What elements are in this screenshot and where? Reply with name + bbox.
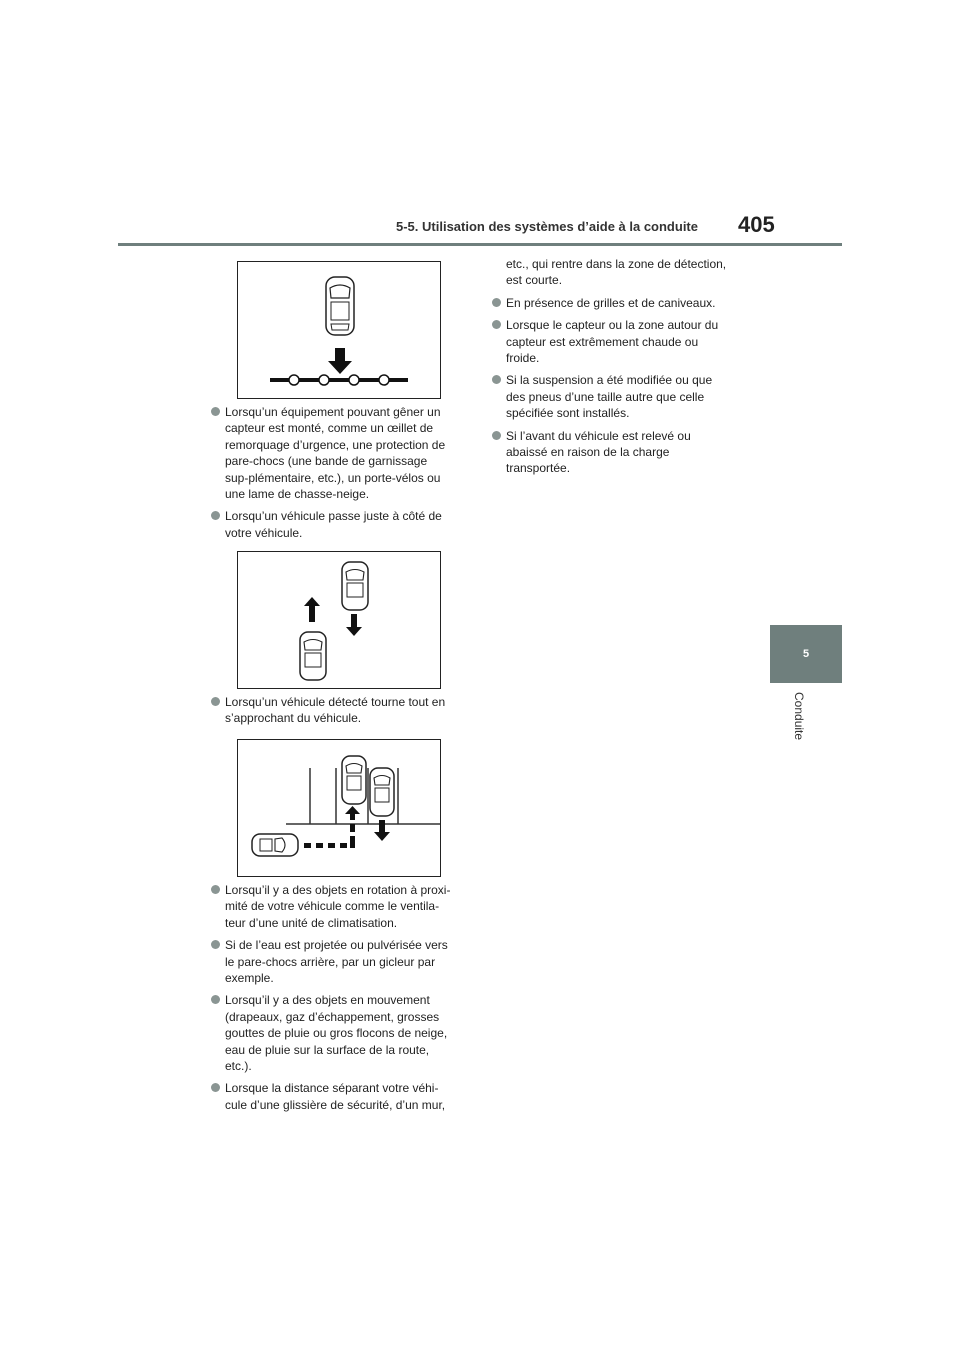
list-item-continuation: etc., qui rentre dans la zone de détection, est courte. (506, 257, 727, 288)
car-icon (342, 756, 366, 804)
arrow-down-icon (374, 820, 390, 841)
dashed-turn-path-arrow (304, 806, 360, 848)
list-item: Lorsque le capteur ou la zone autour du capteur est extrêmement chaude ou froide. (492, 317, 732, 366)
list-item: Si de l’eau est projetée ou pulvérisée vers le pare-chocs arrière, par un gicleur par exemple. (211, 937, 451, 986)
list-item: Lorsqu’il y a des objets en rotation à proxi-mité de votre véhicule comme le ventila-teur d’une unité de climatisation. (211, 882, 451, 931)
chapter-tab (770, 625, 842, 683)
chapter-label: Conduite (792, 692, 806, 741)
list-item: Si la suspension a été modifiée ou que des pneus d’une taille autre que celle spécifiée sont installés. (492, 372, 732, 421)
bullet-icon (492, 320, 501, 329)
vehicle-passing-illustration (238, 552, 440, 688)
bullet-icon (211, 885, 220, 894)
turning-vehicle-illustration (238, 740, 440, 876)
list-item: Lorsqu’il y a des objets en mouvement (drapeaux, gaz d’échappement, grosses gouttes de pluie ou gros flocons de neige, eau de pluie sur la surface de la route, etc.). (211, 992, 451, 1074)
bullet-icon (211, 995, 220, 1004)
page-number: 405 (738, 212, 775, 237)
car-icon (370, 768, 394, 816)
bullet-icon (492, 375, 501, 384)
car-icon (326, 277, 354, 335)
arrow-down-icon (328, 348, 352, 374)
chapter-number: 5 (802, 648, 810, 660)
bumper-sensor-bar (270, 375, 408, 385)
bullet-icon (211, 1083, 220, 1092)
left-column-block-a (211, 404, 451, 547)
list-item: Lorsqu’un équipement pouvant gêner un capteur est monté, comme un œillet de remorquage d’urgence, une protection de pare-chocs (une bande de garnissage sup-plémentaire, etc.), un porte-vélos ou une lame de chasse-neige. (211, 404, 451, 502)
car-approach-illustration (238, 262, 440, 398)
bullet-icon (492, 298, 501, 307)
bullet-icon (211, 940, 220, 949)
bullet-icon (211, 511, 220, 520)
arrow-down-icon (346, 614, 362, 636)
list-item: Lorsqu’un véhicule détecté tourne tout en s’approchant du véhicule. (211, 694, 451, 727)
header-rule (118, 243, 842, 246)
list-item: Lorsqu’un véhicule passe juste à côté de votre véhicule. (211, 508, 451, 541)
section-title: 5-5. Utilisation des systèmes d’aide à la conduite (396, 219, 698, 234)
car-icon (342, 562, 368, 610)
bullet-icon (211, 407, 220, 416)
arrow-up-icon (304, 597, 320, 622)
list-item: Si l’avant du véhicule est relevé ou abaissé en raison de la charge transportée. (492, 428, 732, 477)
car-icon (300, 632, 326, 680)
figure-vehicle-passing (237, 551, 441, 689)
car-icon (252, 834, 298, 856)
figure-turning-vehicle (237, 739, 441, 877)
bullet-icon (492, 431, 501, 440)
list-item: En présence de grilles et de caniveaux. (492, 295, 732, 311)
list-item: Lorsque la distance séparant votre véhi-cule d’une glissière de sécurité, d’un mur, (211, 1080, 451, 1113)
figure-car-sensor-bar (237, 261, 441, 399)
bullet-icon (211, 697, 220, 706)
left-column-block-b (211, 694, 451, 733)
right-column (492, 256, 732, 483)
left-column-block-c (211, 882, 451, 1119)
